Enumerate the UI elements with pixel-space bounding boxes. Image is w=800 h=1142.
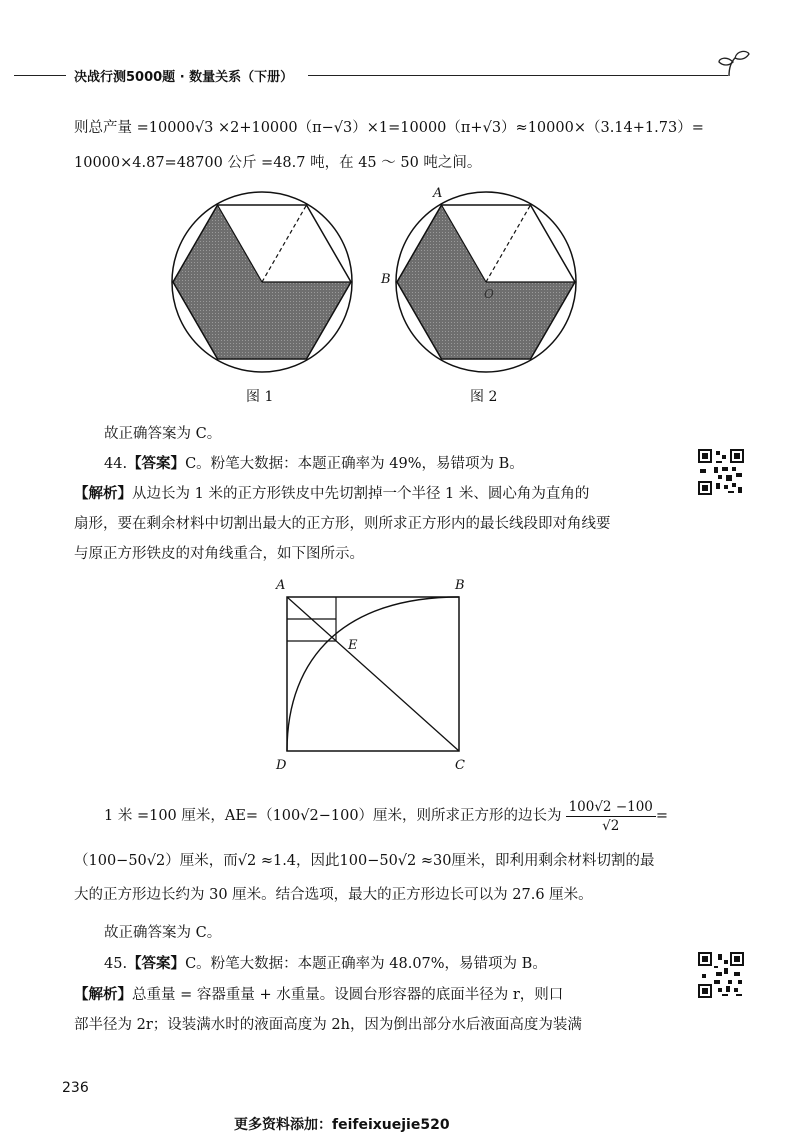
text-line-1: 则总产量 =10000√3 ×2+10000（π−√3）×1=10000（π+√3）≈10000×（3.14+1.73）= [74,120,704,136]
q44-answer-text: C。粉笔大数据：本题正确率为 49%，易错项为 B。 [185,456,524,472]
header-rule-right [308,75,728,76]
fraction-numerator: 100√2 −100 [566,798,656,817]
q45-answer-text: C。粉笔大数据：本题正确率为 48.07%，易错项为 B。 [185,956,547,972]
dashed-line [486,205,531,282]
answer-44: 故正确答案为 C。 [104,925,222,941]
q44-analysis-3: 与原正方形铁皮的对角线重合，如下图所示。 [74,546,364,562]
sq-label-e: E [348,638,358,653]
fig2-label-o: O [484,287,494,301]
q45-answer-tag: 【答案】 [127,955,186,972]
sq-label-b: B [455,578,465,593]
formula-line-2: （100−50√2）厘米，而√2 ≈1.4，因此100−50√2 ≈30厘米，即利用剩余材料切割的最 [74,853,655,869]
square-figure [286,596,460,752]
q44-answer-tag: 【答案】 [127,455,186,472]
qr-code-icon[interactable] [696,447,746,497]
fig2-label-b: B [381,272,391,287]
page-number: 236 [62,1080,89,1096]
text-line-2: 10000×4.87=48700 公斤 =48.7 吨，在 45 ～ 50 吨之间。 [74,155,482,171]
q45-analysis-2: 部半径为 2r；设装满水时的液面高度为 2h，因为倒出部分水后液面高度为装满 [74,1017,582,1033]
edge-length-fraction [566,798,656,835]
formula-line-3: 大的正方形边长约为 30 厘米。结合选项，最大的正方形边长可以为 27.6 厘米。 [74,887,593,903]
formula-prefix: 1 米 =100 厘米，AE=（100√2−100）厘米，则所求正方形的边长为 [104,808,562,824]
sq-label-d: D [276,758,287,773]
formula-line-1 [104,796,668,836]
q45-analysis-1 [74,985,563,1005]
figure-2-caption: 图 2 [470,389,498,405]
diagonal-bd [287,597,459,751]
dashed-line [262,205,307,282]
sq-label-c: C [455,758,465,773]
q44-number: 44. [104,456,128,472]
q44-line [104,454,524,474]
footer-note: 更多资料添加：feifeixuejie520 [234,1117,450,1133]
q45-analysis-text-1: 总重量 = 容器重量 + 水重量。设圆台形容器的底面半径为 r，则口 [132,987,564,1003]
q44-analysis-text-1: 从边长为 1 米的正方形铁皮中先切割掉一个半径 1 米、圆心角为直角的 [132,486,590,502]
q45-number: 45. [104,956,128,972]
header-title: 决战行测5000题 · 数量关系（下册） [74,70,294,85]
sq-label-a: A [276,578,286,593]
qr-code-icon[interactable] [696,950,746,1000]
sprout-icon [717,46,751,78]
fig2-label-a: A [433,186,443,201]
q45-line [104,954,547,974]
fraction-denominator: √2 [602,817,620,834]
fraction-equals: = [655,808,669,824]
q45-analysis-tag: 【解析】 [74,986,132,1003]
q44-analysis-tag: 【解析】 [74,485,132,502]
q44-analysis-1 [74,484,589,504]
figure-1 [170,190,354,374]
answer-43: 故正确答案为 C。 [104,426,222,442]
figure-1-caption: 图 1 [246,389,274,405]
figure-2 [394,190,578,374]
header-rule-left [14,75,66,76]
q44-analysis-2: 扇形，要在剩余材料中切割出最大的正方形，则所求正方形内的最长线段即对角线要 [74,516,611,532]
